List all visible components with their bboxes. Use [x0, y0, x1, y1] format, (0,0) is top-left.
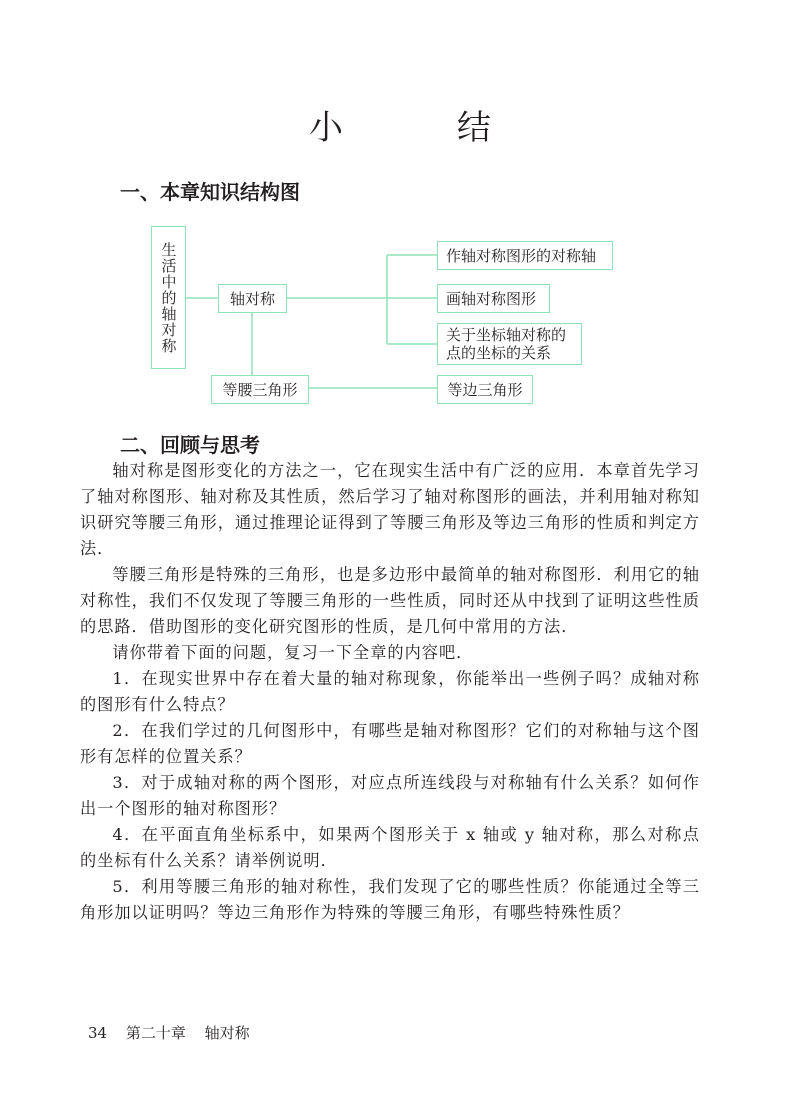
footer-chapter-title: 轴对称 — [204, 1024, 250, 1042]
branch-box-draw-axis: 作轴对称图形的对称轴 — [437, 241, 613, 270]
paragraph: 等腰三角形是特殊的三角形，也是多边形中最简单的轴对称图形．利用它的轴对称性，我们不仅发现了等腰三角形的一些性质，同时还从中找到了证明这些性质的思路．借助图形的变化研究图形的性质，是几何中常用的方法． — [80, 565, 700, 636]
page-title: 小 结 — [309, 108, 531, 148]
branch-box-line-1: 关于坐标轴对称的 — [446, 326, 567, 344]
footer-chapter: 第二十章 — [125, 1024, 186, 1042]
paragraph: 请你带着下面的问题，复习一下全章的内容吧． — [112, 643, 474, 662]
section-heading-structure: 一、本章知识结构图 — [120, 180, 300, 204]
paragraph: 轴对称是图形变化的方法之一，它在现实生活中有广泛的应用．本章首先学习了轴对称图形、轴对称及其性质，然后学习了轴对称图形的画法，并利用轴对称知识研究等腰三角形，通过推理论证得到了等腰三角形及等边三角形的性质和判定方法． — [80, 461, 700, 558]
branch-box-draw-figure: 画轴对称图形 — [437, 284, 550, 313]
main-box-axial-symmetry: 轴对称 — [218, 284, 287, 313]
question-item: 2．在我们学过的几何图形中，有哪些是轴对称图形？它们的对称轴与这个图形有怎样的位置关系？ — [80, 721, 700, 766]
branch-box-line-2: 点的坐标的关系 — [446, 344, 552, 362]
section-heading-review: 二、回顾与思考 — [120, 433, 260, 457]
equilateral-triangle-box: 等边三角形 — [437, 375, 533, 404]
isosceles-triangle-box: 等腰三角形 — [211, 375, 309, 404]
review-body — [80, 458, 700, 926]
question-item: 5．利用等腰三角形的轴对称性，我们发现了它的哪些性质？你能通过全等三角形加以证明吗？等边三角形作为特殊的等腰三角形，有哪些特殊性质？ — [80, 877, 700, 922]
question-item: 1．在现实世界中存在着大量的轴对称现象，你能举出一些例子吗？成轴对称的图形有什么特点？ — [80, 669, 700, 714]
question-item: 3．对于成轴对称的两个图形，对应点所连线段与对称轴有什么关系？如何作出一个图形的轴对称图形？ — [80, 773, 700, 818]
branch-box-coordinate-relation — [437, 323, 582, 365]
page-footer — [88, 1022, 264, 1043]
root-box: 生活中的轴对称 — [151, 226, 186, 369]
page-number: 34 — [88, 1024, 108, 1042]
question-item: 4．在平面直角坐标系中，如果两个图形关于 x 轴或 y 轴对称，那么对称点的坐标有什么关系？请举例说明． — [80, 825, 700, 870]
